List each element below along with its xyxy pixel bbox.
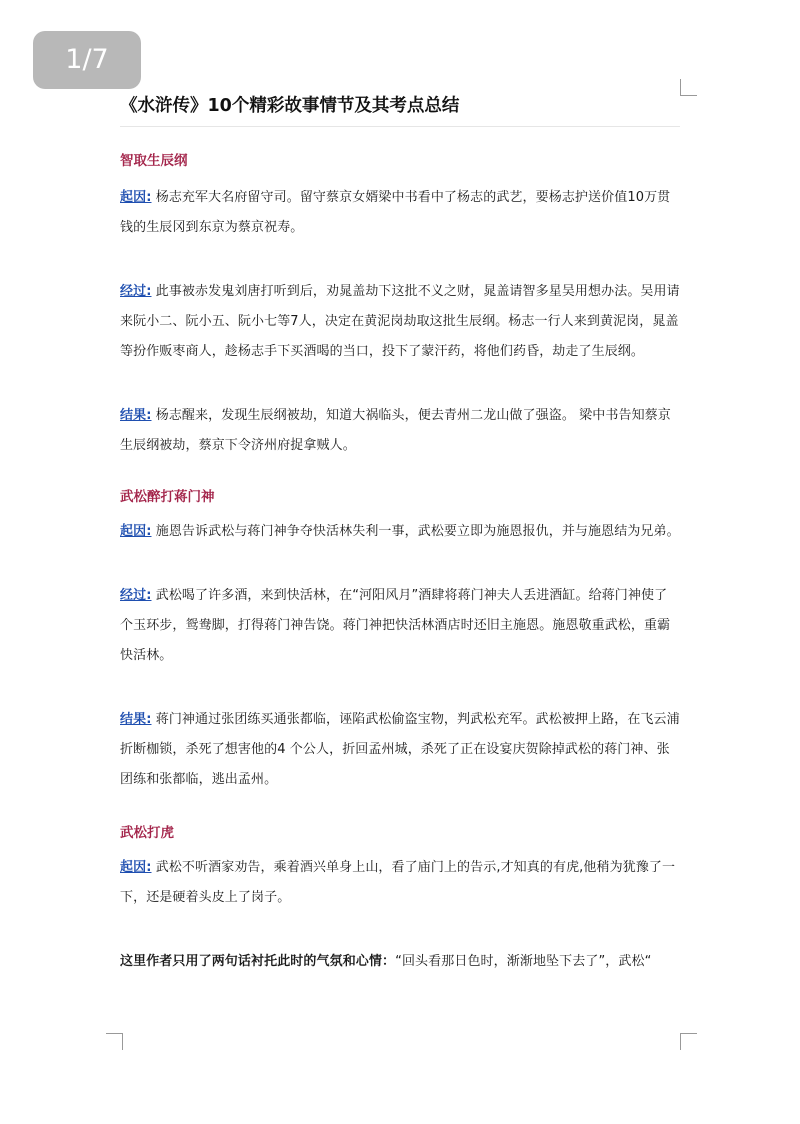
page-indicator: 1/7 (33, 31, 141, 89)
paragraph-text: 蒋门神通过张团练买通张都临，诬陷武松偷盗宝物，判武松充军。武松被押上路，在飞云浦折断枷锁，杀死了想害他的4 个公人，折回孟州城，杀死了正在设宴庆贺除掉武松的蒋门神、张团练和张都临，逃出孟州。 (120, 712, 680, 787)
paragraph-label: 起因: (120, 860, 152, 875)
section-2 (120, 487, 680, 795)
paragraph-text: 施恩告诉武松与蒋门神争夺快活林失利一事，武松要立即为施恩报仇，并与施恩结为兄弟。 (151, 524, 680, 539)
paragraph (120, 581, 680, 671)
paragraph (120, 853, 680, 913)
crop-mark-bottom-left (106, 1033, 123, 1050)
paragraph-label: 经过: (120, 588, 152, 603)
paragraph (120, 705, 680, 795)
paragraph (120, 517, 680, 547)
section-heading: 智取生辰纲 (120, 153, 188, 169)
paragraph-label: 结果: (120, 408, 152, 423)
paragraph-label: 结果: (120, 712, 152, 727)
paragraph (120, 183, 680, 243)
document-body (120, 92, 680, 977)
paragraph (120, 947, 680, 977)
paragraph-text: 杨志醒来，发现生辰纲被劫，知道大祸临头，便去青州二龙山做了强盗。 梁中书告知蔡京生辰纲被劫，蔡京下令济州府捉拿贼人。 (120, 408, 671, 453)
paragraph-text: 此事被赤发鬼刘唐打听到后，劝晁盖劫下这批不义之财，晁盖请智多星吴用想办法。吴用请来阮小二、阮小五、阮小七等7人，决定在黄泥岗劫取这批生辰纲。杨志一行人来到黄泥岗，晁盖等扮作贩枣商人，趁杨志手下买酒喝的当口，投下了蒙汗药，将他们药昏，劫走了生辰纲。 (120, 284, 680, 359)
paragraph-label: 经过: (120, 284, 152, 299)
paragraph-text: 武松不听酒家劝告，乘着酒兴单身上山，看了庙门上的告示,才知真的有虎,他稍为犹豫了一下，还是硬着头皮上了岗子。 (120, 860, 676, 905)
paragraph-label: 起因: (120, 190, 152, 205)
paragraph-lead: 这里作者只用了两句话衬托此时的气氛和心情： (120, 954, 396, 969)
section-heading: 武松打虎 (120, 825, 174, 841)
paragraph-text: 武松喝了许多酒，来到快活林，在“河阳风月”酒肆将蒋门神夫人丢进酒缸。给蒋门神使了个玉环步，鸳鸯脚，打得蒋门神告饶。蒋门神把快活林酒店时还旧主施恩。施恩敬重武松，重霸快活林。 (120, 588, 671, 663)
section-heading: 武松醉打蒋门神 (120, 489, 215, 505)
paragraph-text: “回头看那日色时，渐渐地坠下去了”，武松“ (395, 954, 652, 969)
section-3 (120, 823, 680, 977)
crop-mark-top-right (680, 79, 697, 96)
paragraph (120, 401, 680, 461)
section-1 (120, 151, 680, 461)
paragraph-label: 起因: (120, 524, 152, 539)
paragraph (120, 277, 680, 367)
paragraph-text: 杨志充军大名府留守司。留守蔡京女婿梁中书看中了杨志的武艺，要杨志护送价值10万贯钱的生辰冈到东京为蔡京祝寿。 (120, 190, 671, 235)
crop-mark-bottom-right (680, 1033, 697, 1050)
document-title: 《水浒传》10个精彩故事情节及其考点总结 (120, 92, 680, 127)
